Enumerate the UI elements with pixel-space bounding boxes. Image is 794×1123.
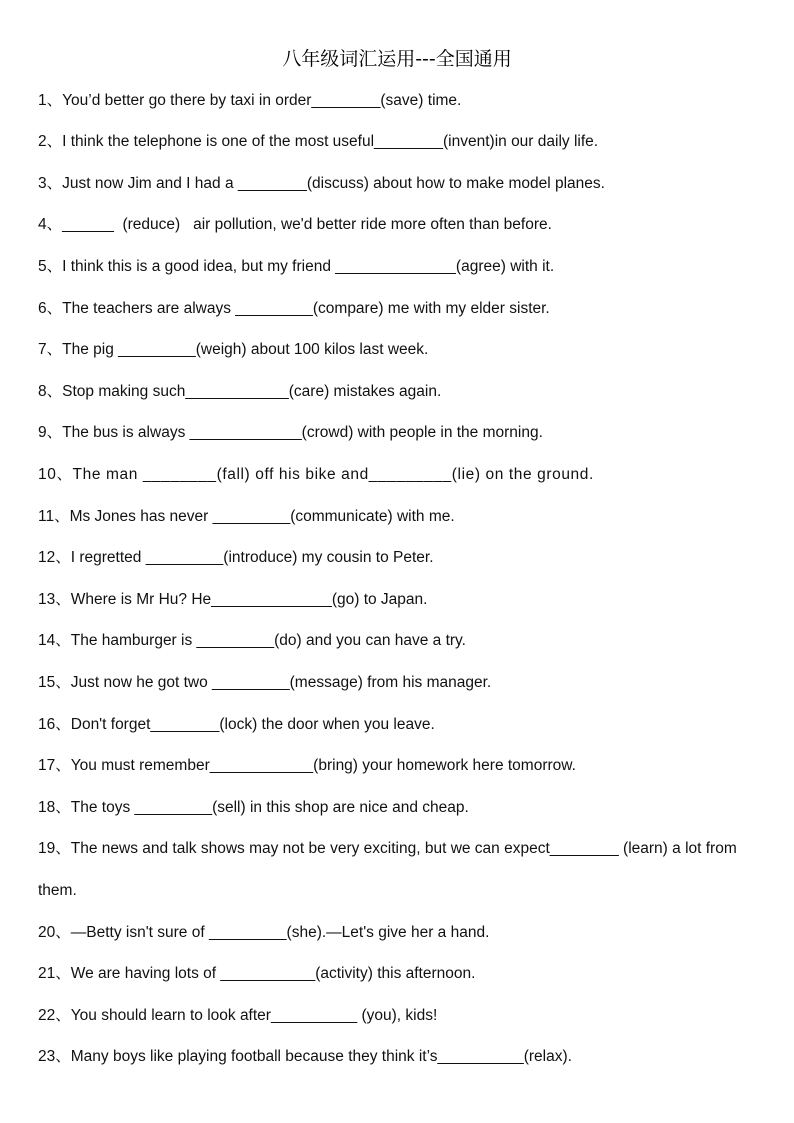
question-number: 9、	[38, 424, 63, 441]
question-22	[38, 1006, 760, 1026]
question-text: Stop making such____________(care) mistakes again.	[62, 383, 442, 400]
question-number: 6、	[38, 300, 63, 317]
question-number: 11、	[38, 508, 70, 525]
question-text: Just now he got two _________(message) from his manager.	[70, 674, 492, 691]
question-text: Ms Jones has never _________(communicate) with me.	[69, 508, 455, 525]
question-13	[38, 590, 760, 610]
question-15	[38, 673, 760, 693]
question-1	[38, 91, 760, 111]
question-text: Where is Mr Hu? He______________(go) to Japan.	[70, 591, 428, 608]
question-text: I think the telephone is one of the most useful________(invent)in our daily life.	[62, 133, 599, 150]
question-23	[38, 1047, 760, 1067]
question-number: 7、	[38, 341, 63, 358]
question-17	[38, 756, 760, 776]
question-number: 20、	[38, 924, 71, 941]
question-number: 17、	[38, 757, 71, 774]
question-number: 22、	[38, 1007, 71, 1024]
question-12	[38, 548, 760, 568]
question-number: 8、	[38, 383, 63, 400]
worksheet-title: 八年级词汇运用---全国通用	[282, 48, 512, 70]
question-number: 3、	[38, 175, 63, 192]
question-11	[38, 507, 760, 527]
question-7	[38, 340, 760, 360]
question-9	[38, 423, 760, 443]
question-text: Just now Jim and I had a ________(discuss) about how to make model planes.	[62, 175, 605, 192]
question-number: 21、	[38, 965, 71, 982]
question-text: ______ (reduce) air pollution, we'd better ride more often than before.	[62, 216, 552, 233]
question-text: I think this is a good idea, but my friend ______________(agree) with it.	[62, 258, 555, 275]
question-2	[38, 132, 760, 152]
question-number: 14、	[38, 632, 71, 649]
question-number: 12、	[38, 549, 71, 566]
question-21	[38, 964, 760, 984]
question-6	[38, 299, 760, 319]
question-19	[38, 828, 760, 912]
question-3	[38, 174, 760, 194]
question-number: 4、	[38, 216, 63, 233]
question-text: Don't forget________(lock) the door when you leave.	[70, 716, 435, 733]
question-text: —Betty isn't sure of _________(she).—Let's give her a hand.	[70, 924, 490, 941]
question-8	[38, 382, 760, 402]
question-5	[38, 257, 760, 277]
question-text: The toys _________(sell) in this shop are nice and cheap.	[70, 799, 469, 816]
question-number: 13、	[38, 591, 71, 608]
question-number: 5、	[38, 258, 63, 275]
question-text: The hamburger is _________(do) and you can have a try.	[70, 632, 466, 649]
question-20	[38, 923, 760, 943]
question-16	[38, 715, 760, 735]
question-number: 2、	[38, 133, 63, 150]
question-text: You must remember____________(bring) your homework here tomorrow.	[70, 757, 576, 774]
question-number: 18、	[38, 799, 71, 816]
question-number: 15、	[38, 674, 71, 691]
question-18	[38, 798, 760, 818]
question-text: You should learn to look after__________ (you), kids!	[70, 1007, 438, 1024]
question-text: Many boys like playing football because they think it’s__________(relax).	[70, 1048, 572, 1065]
question-number: 1、	[38, 92, 63, 109]
question-number: 10、	[38, 466, 73, 483]
question-text: The bus is always _____________(crowd) with people in the morning.	[62, 424, 543, 441]
question-text: We are having lots of ___________(activity) this afternoon.	[70, 965, 476, 982]
question-10	[38, 465, 760, 485]
question-text: I regretted _________(introduce) my cousin to Peter.	[70, 549, 434, 566]
question-text: The teachers are always _________(compare) me with my elder sister.	[62, 300, 550, 317]
question-14	[38, 631, 760, 651]
question-text: You’d better go there by taxi in order________(save) time.	[62, 92, 462, 109]
question-text: The man ________(fall) off his bike and_________(lie) on the ground.	[72, 466, 594, 483]
question-number: 19、	[38, 840, 71, 857]
question-text: The news and talk shows may not be very exciting, but we can expect________ (learn) a lot from them.	[38, 840, 737, 899]
question-number: 23、	[38, 1048, 71, 1065]
question-text: The pig _________(weigh) about 100 kilos last week.	[62, 341, 429, 358]
question-number: 16、	[38, 716, 71, 733]
question-4	[38, 215, 760, 235]
